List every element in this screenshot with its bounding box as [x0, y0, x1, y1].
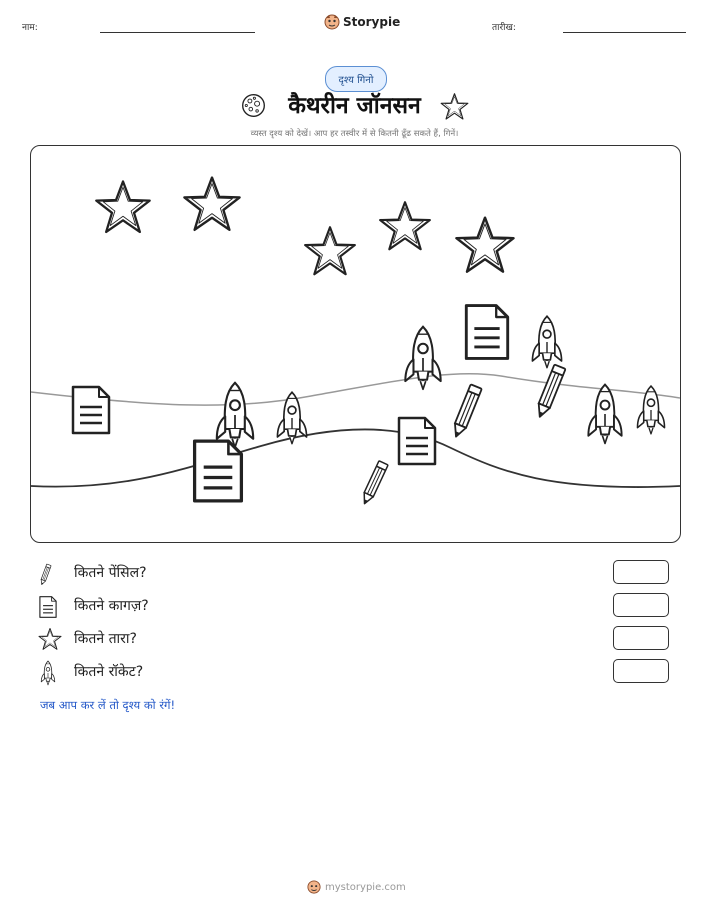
coloring-instruction: जब आप कर लें तो दृश्य को रंगें! [40, 698, 176, 712]
footer-url[interactable]: mystorypie.com [325, 881, 406, 893]
question-text: कितने तारा? [74, 631, 137, 647]
rocket-icon [38, 660, 58, 686]
star-icon [38, 627, 62, 651]
pencil [450, 384, 481, 439]
name-line[interactable] [100, 32, 255, 33]
question-text: कितने रॉकेट? [74, 664, 144, 680]
question-row-star [38, 626, 678, 654]
answer-box-star[interactable] [613, 626, 669, 650]
answer-box-pencil[interactable] [613, 560, 669, 584]
rocket [532, 316, 561, 368]
brand-name: Storypie [343, 15, 401, 29]
front-hill [31, 430, 680, 488]
paper [195, 441, 242, 501]
paper [466, 306, 507, 359]
paper [73, 387, 109, 433]
mascot-icon [307, 880, 321, 894]
busy-scene [30, 145, 681, 543]
pencil-icon [38, 561, 58, 587]
instructions-subtitle: व्यस्त दृश्य को देखें। आप हर तस्वीर में से कितनी ढूँढ सकते हैं, गिनें। [250, 129, 459, 139]
star [305, 227, 355, 274]
rocket [405, 327, 440, 390]
back-hill [31, 374, 680, 405]
rocket [217, 383, 253, 447]
scene-drawing [31, 146, 680, 542]
answer-box-paper[interactable] [613, 593, 669, 617]
activity-badge: दृश्य गिनो [325, 66, 387, 92]
footer [307, 880, 406, 894]
question-text: कितने पेंसिल? [74, 565, 147, 581]
mascot-icon [324, 14, 340, 30]
question-row-paper [38, 593, 678, 621]
date-label: तारीख: [492, 23, 516, 33]
question-text: कितने कागज़? [74, 598, 149, 614]
rocket [588, 385, 621, 444]
answer-box-rocket[interactable] [613, 659, 669, 683]
star [184, 178, 239, 230]
paper-icon [38, 594, 58, 620]
paper [399, 418, 435, 464]
star [380, 202, 430, 249]
pencil [534, 364, 565, 419]
page-title: कैथरीन जॉनसन [288, 93, 421, 119]
name-label: नाम: [22, 23, 38, 33]
date-line[interactable] [563, 32, 686, 33]
brand-logo [324, 14, 400, 30]
question-row-rocket [38, 659, 678, 687]
question-row-pencil [38, 560, 678, 588]
pencil [360, 461, 388, 506]
star [96, 181, 149, 231]
star-icon [440, 92, 469, 121]
star [456, 218, 513, 272]
